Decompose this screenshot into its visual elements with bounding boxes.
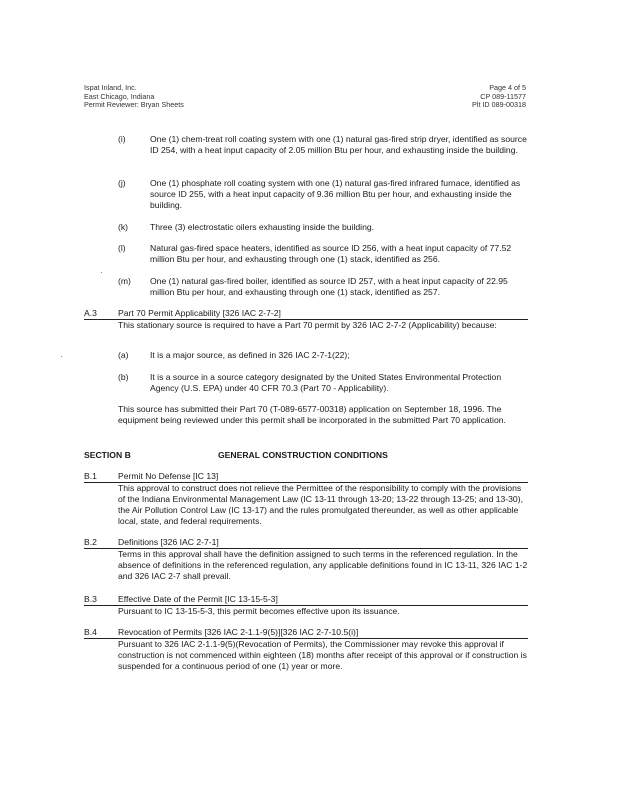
section-a3-closing: This source has submitted their Part 70 (T-089-6577-00318) application on September 18, 1996. The equipment being reviewed under this permit shall be incorporated in the submitted Part 70 application. (118, 404, 506, 425)
section-number: B.3 (84, 594, 97, 604)
section-title: Effective Date of the Permit [IC 13-15-5-3] (118, 594, 278, 604)
facility-item-text: Three (3) electrostatic oilers exhausting inside the building. (150, 222, 375, 232)
facility-item-k (118, 222, 528, 233)
applicability-item-text: It is a source in a source category designated by the United States Environmental Protection Agency (U.S. EPA) under 40 CFR 70.3 (Part 70 - Applicability). (150, 372, 502, 393)
section-b4-heading (84, 627, 528, 638)
header-permit-block (472, 84, 526, 110)
section-title: Part 70 Permit Applicability [326 IAC 2-7-2] (118, 308, 281, 318)
header-page-number: Page 4 of 5 (489, 83, 526, 92)
facility-item-l (118, 243, 528, 265)
section-b1-text: This approval to construct does not relieve the Permittee of the responsibility to comply with the provisions of the Indiana Environmental Management Law (IC 13-11 through 13-20; 13-22 through 13-25; and 13-30), the Air Pollution Control Law (IC 13-17) and the rules promulgated thereunder, as well as other applicable local, state, and federal requirements. (118, 483, 523, 526)
facility-item-label: (j) (118, 178, 126, 188)
header-company-block (84, 84, 184, 110)
applicability-item-label: (a) (118, 350, 129, 360)
section-number: B.4 (84, 627, 97, 637)
section-title: Definitions [326 IAC 2-7-1] (118, 537, 219, 547)
facility-item-text: One (1) phosphate roll coating system with one (1) natural gas-fired infrared furnace, identified as source ID 255, with a heat input capacity of 9.36 million Btu per hour, and exhausting inside the building. (150, 178, 521, 210)
section-b4-text: Pursuant to 326 IAC 2-1.1-9(5)(Revocation of Permits), the Commissioner may revoke this approval if construction is not commenced within eighteen (18) months after receipt of this approval or if construction is suspended for a continuous period of one (1) year or more. (118, 639, 527, 671)
header-plant-id: Plt ID 089-00318 (472, 100, 526, 110)
applicability-item-a (118, 350, 528, 361)
applicability-item-b (118, 372, 528, 394)
facility-item-m (118, 276, 528, 298)
facility-item-label: (i) (118, 134, 126, 144)
header-permit-number: CP 089-11577 (480, 91, 526, 101)
facility-item-j (118, 178, 528, 211)
section-b3-text: Pursuant to IC 13-15-5-3, this permit becomes effective upon its issuance. (118, 606, 400, 616)
section-b2-heading (84, 537, 528, 548)
section-number: A.3 (84, 308, 97, 318)
section-number: B.1 (84, 471, 97, 481)
section-b-label: SECTION B (84, 450, 131, 460)
section-title: Permit No Defense [IC 13] (118, 471, 219, 481)
header-location: East Chicago, Indiana (84, 91, 155, 101)
facility-item-text: One (1) natural gas-fired boiler, identified as source ID 257, with a heat input capacity of 22.95 million Btu per hour, and exhausting through one (1) stack, identified as 257. (150, 276, 508, 297)
section-a3-intro: This stationary source is required to have a Part 70 permit by 326 IAC 2-7-2 (Applicability) because: (118, 320, 497, 330)
scan-speck: · (100, 268, 103, 277)
section-number: B.2 (84, 537, 97, 547)
facility-item-text: Natural gas-fired space heaters, identified as source ID 256, with a heat input capacity of 77.52 million Btu per hour, and exhausting through one (1) stack, identified as 256. (150, 243, 512, 264)
section-a3-heading (84, 308, 528, 319)
section-b1-heading (84, 471, 528, 482)
facility-item-label: (k) (118, 222, 129, 232)
scan-speck: · (60, 352, 63, 361)
section-b3-heading (84, 594, 528, 605)
section-b2-text: Terms in this approval shall have the definition assigned to such terms in the referenced regulation. In the absence of definitions in the referenced regulation, any applicable definitions found in IC 13-11, 326 IAC 1-2 and 326 IAC 2-7 shall prevail. (118, 549, 528, 581)
facility-item-i (118, 134, 528, 156)
applicability-item-label: (b) (118, 372, 129, 382)
facility-item-label: (m) (118, 276, 131, 286)
section-b-title: GENERAL CONSTRUCTION CONDITIONS (218, 450, 388, 460)
section-title: Revocation of Permits [326 IAC 2-1.1-9(5)][326 IAC 2-7-10.5(i)] (118, 627, 359, 637)
facility-item-label: (l) (118, 243, 126, 253)
header-company-name: Ispat Inland, Inc. (84, 83, 137, 92)
facility-item-text: One (1) chem-treat roll coating system with one (1) natural gas-fired strip dryer, identified as source ID 254, with a heat input capacity of 2.05 million Btu per hour, and exhausting inside the building. (150, 134, 527, 155)
applicability-item-text: It is a major source, as defined in 326 IAC 2-7-1(22); (150, 350, 350, 360)
header-reviewer: Permit Reviewer: Bryan Sheets (84, 100, 184, 110)
